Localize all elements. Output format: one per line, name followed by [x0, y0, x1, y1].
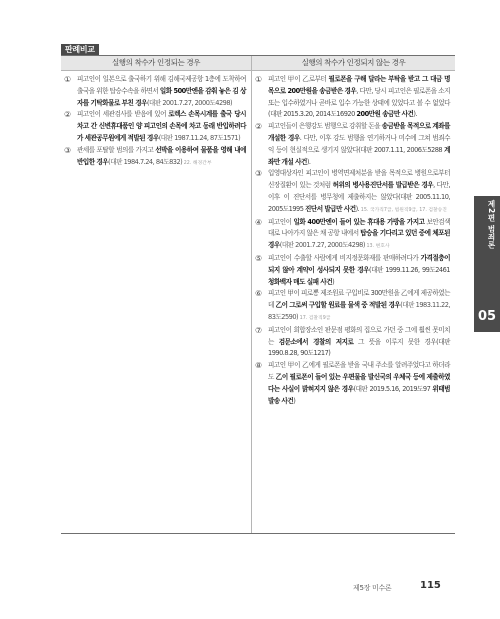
case-emphasis: 선박을 이용하여 물품을 영해 내에 반입한 경우	[77, 145, 246, 166]
comparison-tag: 판례비교	[61, 44, 99, 56]
case-emphasis: 송금받을 목적으로 계좌를 개설한 경우	[268, 122, 450, 142]
case-text: 피고인 甲이 乙에게 필로폰을 받을 국내 주소를 알려주었다고 하더라도	[268, 361, 450, 381]
case-emphasis: 일화 500만엔을 감춰 놓은 김 상자를 기탁화물로 부친 경우	[77, 86, 246, 107]
case-item	[61, 74, 251, 109]
case-item	[61, 145, 251, 170]
running-footer: 제5장 미수론	[353, 584, 392, 592]
case-text: 입영대상자인 피고인이 병역면제처분을 받을 목적으로 병원으로부터 신장질환이 있는 것처럼	[268, 169, 450, 190]
case-number: ⑥	[255, 289, 262, 299]
case-number: ⑦	[255, 325, 262, 335]
exam-note: 15. 국가직7급, 법원직9급, 17. 검찰승진	[359, 207, 447, 213]
case-emphasis: 필로폰을 구해 달라는 부탁을 받고 그 대금 명목으로 200만원을 송금받은 경우	[268, 75, 451, 95]
table-body	[61, 71, 455, 533]
case-text: ).	[306, 157, 311, 166]
case-citation: (대판 2001.7.27, 2000도4298)	[146, 98, 233, 107]
exam-note: 17. 검찰직9급	[298, 315, 331, 321]
chapter-number: 05	[477, 309, 497, 324]
case-number: ①	[255, 75, 262, 84]
header-not-recognized: 실행의 착수가 인정되지 않는 경우	[301, 58, 406, 67]
case-text: 피고인 甲이 피로뽕 제조원료 구입비로 300만원을 乙에게 제공하였는데	[268, 289, 450, 310]
case-emphasis: 일화 400만엔이 들어 있는 휴대용 가방을 가지고	[293, 217, 425, 226]
exam-note: 22. 해경간부	[182, 160, 212, 166]
case-emphasis: 검문소에서 경찰의 저지로	[278, 337, 354, 346]
comparison-table	[61, 55, 455, 534]
case-emphasis: 진단서 발급만 사건	[305, 204, 356, 213]
table-header	[61, 56, 455, 71]
case-text: )	[293, 396, 296, 405]
case-text: , 다만, 당시 피고인은 필로폰을 소지 또는 입수하였거나 곧바로 입수 가능한 상태에 있었다고 볼 수 없었다(대판 2015.3.20, 2014도16920	[268, 86, 450, 119]
case-text: (대판 1999.11.26, 99도2461	[369, 265, 450, 274]
case-emphasis: 로렉스 손목시계를 출국 당시 차고 간 신변휴대품인 양 피고인의 손목에 차고 동래 반입하려다가 세관공무원에게 적발된 경우	[77, 110, 246, 142]
case-text: 피고인 甲이 乙로부터	[268, 75, 329, 83]
case-number: ①	[64, 75, 71, 84]
case-text: 관세를 포탈할 범의를 가지고	[77, 145, 156, 154]
page-number: 115	[420, 580, 441, 591]
case-item	[252, 288, 455, 324]
case-text: (대판 2019.5.16, 2019도97	[353, 384, 433, 393]
case-emphasis: 가격절충이 되지 않아 계약이 성사되지 못한 경우	[268, 253, 450, 274]
case-text: 그 뜻을 이루지 못한 경우(대판 1990.8.28, 90도1217)	[268, 337, 450, 358]
case-number: ③	[255, 169, 262, 179]
case-citation: (대판 1984.7.24, 84도832)	[108, 157, 183, 166]
header-recognized: 실행의 착수가 인정되는 경우	[61, 56, 252, 70]
case-item	[252, 360, 455, 407]
not-recognized-cases-column	[252, 71, 455, 533]
case-emphasis: 청화백자 매도 실패 사건	[268, 277, 333, 286]
case-citation: (대판 1983.11.22, 83도2590)	[268, 301, 450, 321]
case-text: 피고인이 세관검사를 받음에 있어	[77, 110, 169, 119]
case-text: , 다만, 이후 이 진단서를 병무청에 제출하지는 않았다(대판 2005.11.10, 2005도1995	[268, 181, 451, 213]
case-number: ③	[64, 145, 71, 155]
case-text: 보안검색대로 나아가지 않은 채 공항 내에서	[268, 217, 450, 238]
case-emphasis: 위태범 발송 사건	[268, 384, 450, 405]
case-item	[252, 253, 455, 288]
case-text: ).	[413, 110, 418, 119]
case-emphasis: 乙이 필로폰이 들어 있는 우편물을 발신국의 우체국 등에 제출하였다는 사실이 밝혀지지 않은 경우	[268, 372, 450, 393]
case-number: ②	[255, 122, 262, 132]
case-item	[252, 74, 455, 121]
case-number: ⑧	[255, 361, 262, 371]
case-text: ).	[355, 204, 360, 213]
case-number: ②	[64, 110, 71, 120]
case-number: ④	[255, 217, 262, 227]
case-emphasis: 乙이 그로써 구입할 원료를 물색 중 적발된 경우	[275, 301, 401, 310]
case-number: ⑤	[255, 253, 262, 263]
recognized-cases-column	[61, 71, 252, 533]
case-text: 피고인이	[268, 217, 294, 226]
case-citation: (대판 1987.11.24, 87도1571)	[158, 133, 241, 142]
case-text: 피고인이 수출할 사람에게 비지정문화재를 판매하려다가	[268, 253, 421, 262]
case-item	[252, 217, 455, 253]
case-emphasis: 200만원 송금만 사건	[356, 110, 414, 119]
case-citation: (대판 2001.7.27, 2000도4298)	[279, 241, 365, 250]
case-item	[252, 121, 455, 168]
case-emphasis: 계좌만 개설 사건	[268, 145, 450, 166]
chapter-title: 제2편 범죄론	[487, 200, 496, 249]
case-item	[252, 168, 455, 216]
case-emphasis: 탑승을 기다리고 있던 중에 체포된 경우	[268, 229, 451, 250]
exam-note: 13. 변호사	[364, 244, 390, 250]
case-text: 피고인들이 은행강도 범행으로 강취할 돈을	[268, 122, 382, 131]
case-text: )	[332, 277, 335, 286]
case-emphasis: 허위의 병사용진단서를 발급받은 경우	[332, 181, 434, 190]
case-text: . 다만, 이후 강도 범행을 연기하거나 미수에 그쳐 범죄수익 등이 현실적으로 생기지 않았다(대판 2007.1.11, 2006도5288	[268, 133, 450, 154]
case-item	[61, 109, 251, 144]
case-text: 피고인이 일본으로 출국하기 위해 김해국제공항 1층에 도착하여 출국을 위한 탑승수속을 하면서	[77, 75, 246, 95]
case-text: 피고인이 회합장소인 판문점 평화의 집으로 가던 중 그에 훨씬 못미치는	[268, 325, 450, 346]
case-item	[252, 325, 455, 360]
chapter-sidebar-tab[interactable]	[474, 196, 500, 332]
